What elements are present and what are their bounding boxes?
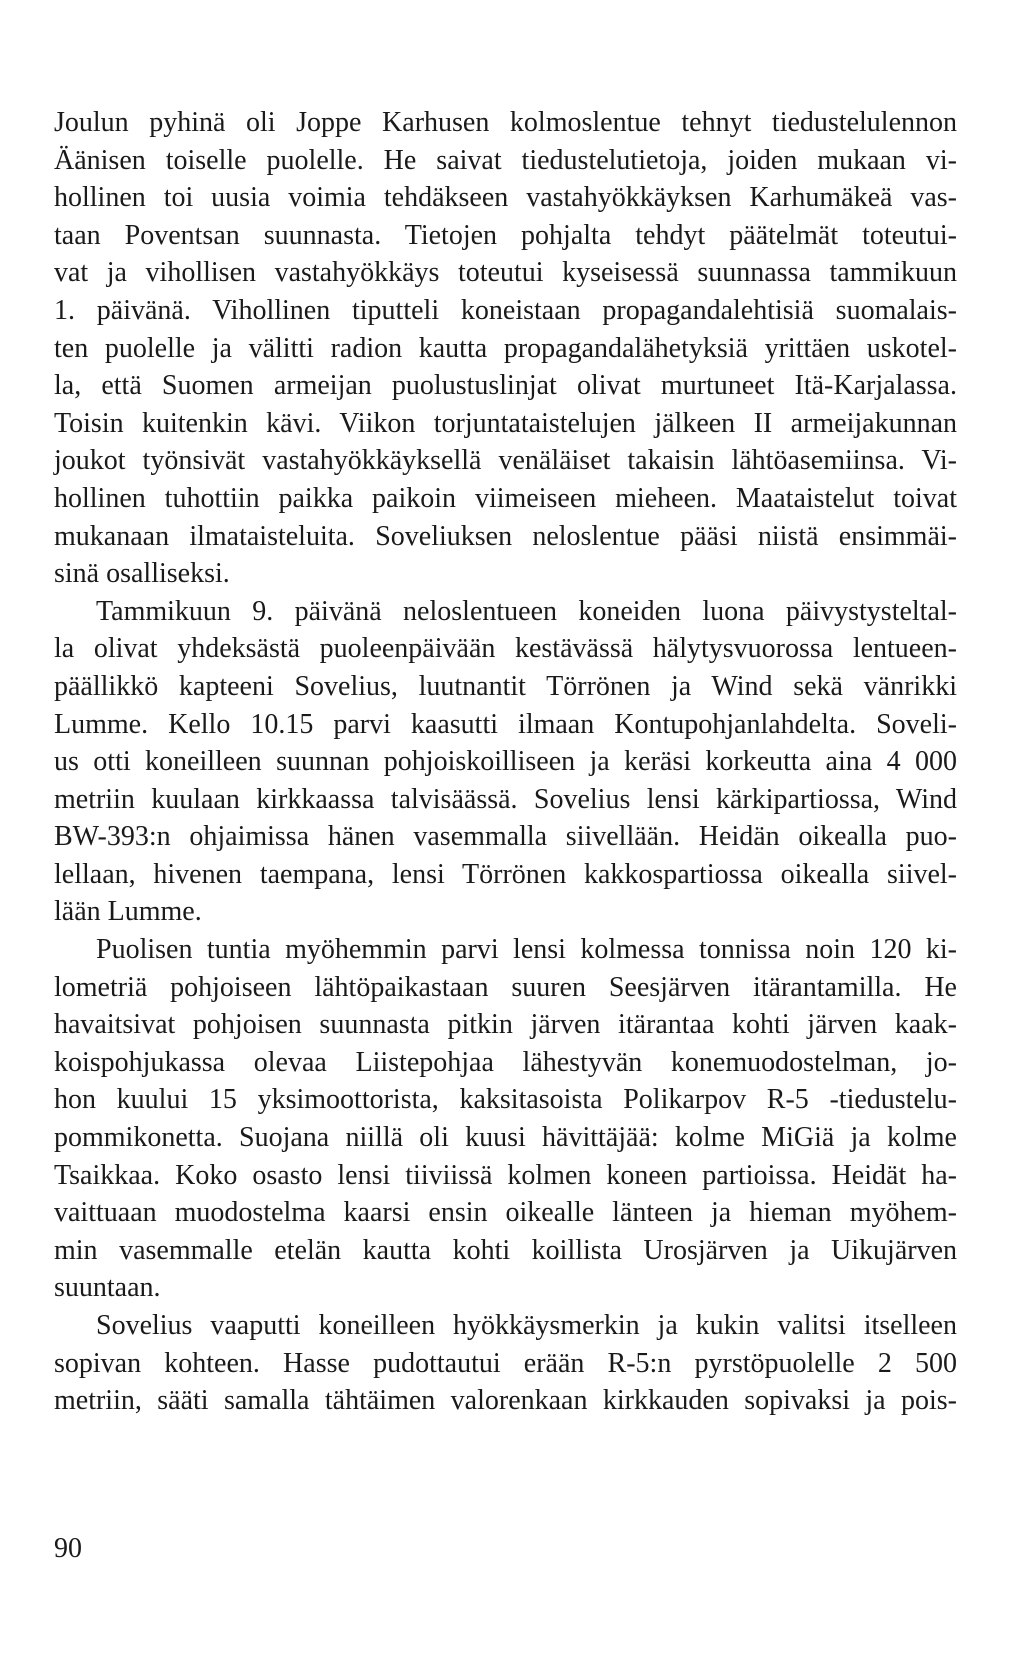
text-line: lään Lumme. — [54, 896, 202, 928]
text-line: koispohjukassa olevaa Liistepohjaa lähestyvän konemuodostelman, jo- — [54, 1046, 957, 1078]
text-line: metriin kuulaan kirkkaassa talvisäässä. Sovelius lensi kärkipartiossa, Wind — [54, 783, 957, 815]
text-line: Tammikuun 9. päivänä neloslentueen koneiden luona päivystysteltal- — [96, 595, 957, 627]
text-line: lellaan, hivenen taempana, lensi Törrönen kakkospartiossa oikealla siivel- — [54, 858, 957, 890]
text-line: Toisin kuitenkin kävi. Viikon torjuntataistelujen jälkeen II armeijakunnan — [54, 407, 957, 439]
page-body — [54, 104, 957, 1420]
text-line: Joulun pyhinä oli Joppe Karhusen kolmoslentue tehnyt tiedustelulennon — [54, 107, 957, 138]
text-line: Puolisen tuntia myöhemmin parvi lensi kolmessa tonnissa noin 120 ki- — [96, 934, 957, 966]
text-line: min vasemmalle etelän kautta kohti koillista Urosjärven ja Uikujärven — [54, 1234, 957, 1266]
text-line: päällikkö kapteeni Sovelius, luutnantit Törrönen ja Wind sekä vänrikki — [54, 670, 957, 702]
text-line: sopivan kohteen. Hasse pudottautui erään R-5:n pyrstöpuolelle 2 500 — [54, 1347, 957, 1379]
text-line: vat ja vihollisen vastahyökkäys toteutui kyseisessä suunnassa tammikuun — [54, 257, 957, 289]
text-line: Lumme. Kello 10.15 parvi kaasutti ilmaan Kontupohjanlahdelta. Soveli- — [54, 708, 957, 740]
text-line: hollinen tuhottiin paikka paikoin viimeiseen mieheen. Maataistelut toivat — [54, 482, 957, 514]
text-line: 1. päivänä. Vihollinen tiputteli koneistaan propagandalehtisiä suomalais- — [54, 294, 957, 326]
text-line: hollinen toi uusia voimia tehdäkseen vastahyökkäyksen Karhumäkeä vas- — [54, 182, 957, 214]
text-line: sinä osalliseksi. — [54, 558, 230, 590]
text-line: la, että Suomen armeijan puolustuslinjat olivat murtuneet Itä-Karjalassa. — [54, 370, 957, 402]
text-line: pommikonetta. Suojana niillä oli kuusi hävittäjää: kolme MiGiä ja kolme — [54, 1122, 957, 1154]
text-line: metriin, sääti samalla tähtäimen valorenkaan kirkkauden sopivaksi ja pois- — [54, 1385, 957, 1417]
text-line: mukanaan ilmataisteluita. Soveliuksen neloslentue pääsi niistä ensimmäi- — [54, 520, 957, 552]
text-line: hon kuului 15 yksimoottorista, kaksitasoista Polikarpov R-5 -tiedustelu- — [54, 1084, 957, 1116]
text-line: vaittuaan muodostelma kaarsi ensin oikealle länteen ja hieman myöhem- — [54, 1197, 957, 1229]
text-line: BW-393:n ohjaimissa hänen vasemmalla siivellään. Heidän oikealla puo- — [54, 821, 957, 853]
text-line: lometriä pohjoiseen lähtöpaikastaan suuren Seesjärven itärantamilla. He — [54, 971, 957, 1003]
text-line: joukot työnsivät vastahyökkäyksellä venäläiset takaisin lähtöasemiinsa. Vi- — [54, 445, 957, 477]
text-line: Sovelius vaaputti koneilleen hyökkäysmerkin ja kukin valitsi itselleen — [96, 1310, 957, 1341]
text-line: havaitsivat pohjoisen suunnasta pitkin järven itärantaa kohti järven kaak- — [54, 1009, 957, 1041]
text-line: Äänisen toiselle puolelle. He saivat tiedustelutietoja, joiden mukaan vi- — [54, 144, 957, 176]
text-line: taan Poventsan suunnasta. Tietojen pohjalta tehdyt päätelmät toteutui- — [54, 219, 957, 251]
text-line: Tsaikkaa. Koko osasto lensi tiiviissä kolmen koneen partioissa. Heidät ha- — [54, 1159, 957, 1191]
page-number: 90 — [54, 1533, 82, 1564]
text-line: us otti koneilleen suunnan pohjoiskoilliseen ja keräsi korkeutta aina 4 000 — [54, 746, 957, 778]
text-line: la olivat yhdeksästä puoleenpäivään kestävässä hälytysvuorossa lentueen- — [54, 633, 957, 665]
text-line: suuntaan. — [54, 1272, 161, 1304]
text-line: ten puolelle ja välitti radion kautta propagandalähetyksiä yrittäen uskotel- — [54, 332, 957, 364]
